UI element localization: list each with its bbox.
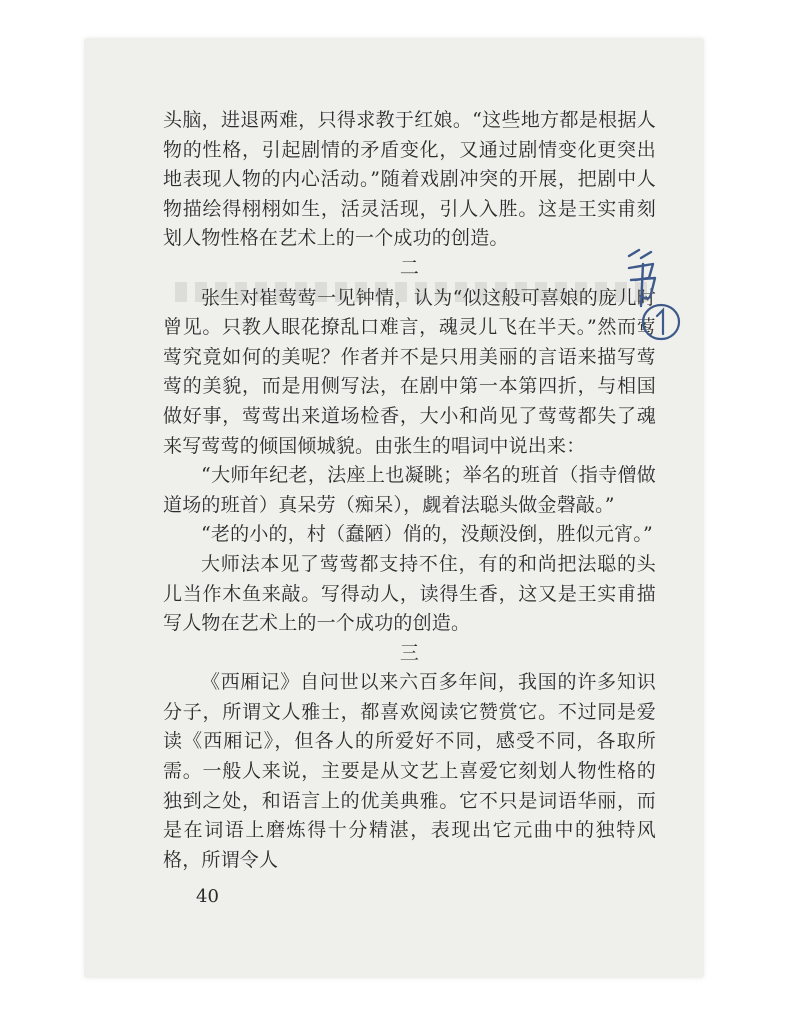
paragraph-section2-1: 张生对崔莺莺一见钟情，认为“似这般可喜娘的庞儿时曾见。只教人眼花撩乱口难言，魂灵儿飞在半天。”然而莺莺究竟如何的美呢？作者并不是只用美丽的言语来描写莺莺的美貌，而是用侧写法，在剧中第一本第四折，与相国做好事，莺莺出来道场检香，大小和尚见了莺莺都失了魂来写莺莺的倾国倾城貌。由张生的唱词中说出来： xyxy=(163,286,656,457)
handwritten-text: 第① xyxy=(623,246,625,247)
paragraph-intro: 头脑，进退两难，只得求教于红娘。“这些地方都是根据人物的性格，引起剧情的矛盾变化，又通过剧情变化更突出地表现人物的内心活动。”随着戏剧冲突的开展，把剧中人物描绘得栩栩如生，活灵活现，引人入胜。这是王实甫刻划人物性格在艺术上的一个成功的创造。 xyxy=(163,109,656,250)
paragraph-section3-1: 《西厢记》自问世以来六百多年间，我国的许多知识分子，所谓文人雅士，都喜欢阅读它赞赏它。不过同是爱读《西厢记》，但各人的所爱好不同，感受不同，各取所需。一般人来说，主要是从文艺上喜爱它刻划人物性格的独到之处，和语言上的优美典雅。它不只是词语华丽，而是在词语上磨炼得十分精湛，表现出它元曲中的独特风格，所谓令人 xyxy=(163,671,656,871)
section-heading-2: 二 xyxy=(399,256,420,279)
paragraph-section2-2: 大师法本见了莺莺都支持不住，有的和尚把法聪的头儿当作木鱼来敲。写得动人，读得生香，这又是王实甫描写人物在艺术上的一个成功的创造。 xyxy=(163,552,656,635)
page-number: 40 xyxy=(196,886,219,907)
page-body xyxy=(163,106,656,875)
circled-number-mark xyxy=(643,305,679,339)
quote-1: “大师年纪老，法座上也凝眺；举名的班首（指寺僧做道场的班首）真呆劳（痴呆），觑着法聪头做金磬敲。” xyxy=(163,464,656,516)
handwritten-annotation xyxy=(623,246,693,346)
handwritten-mark xyxy=(629,250,655,306)
section-heading-3: 三 xyxy=(399,641,420,664)
quote-2: “老的小的，村（蠢陋）俏的，没颠没倒，胜似元宵。” xyxy=(201,523,653,546)
